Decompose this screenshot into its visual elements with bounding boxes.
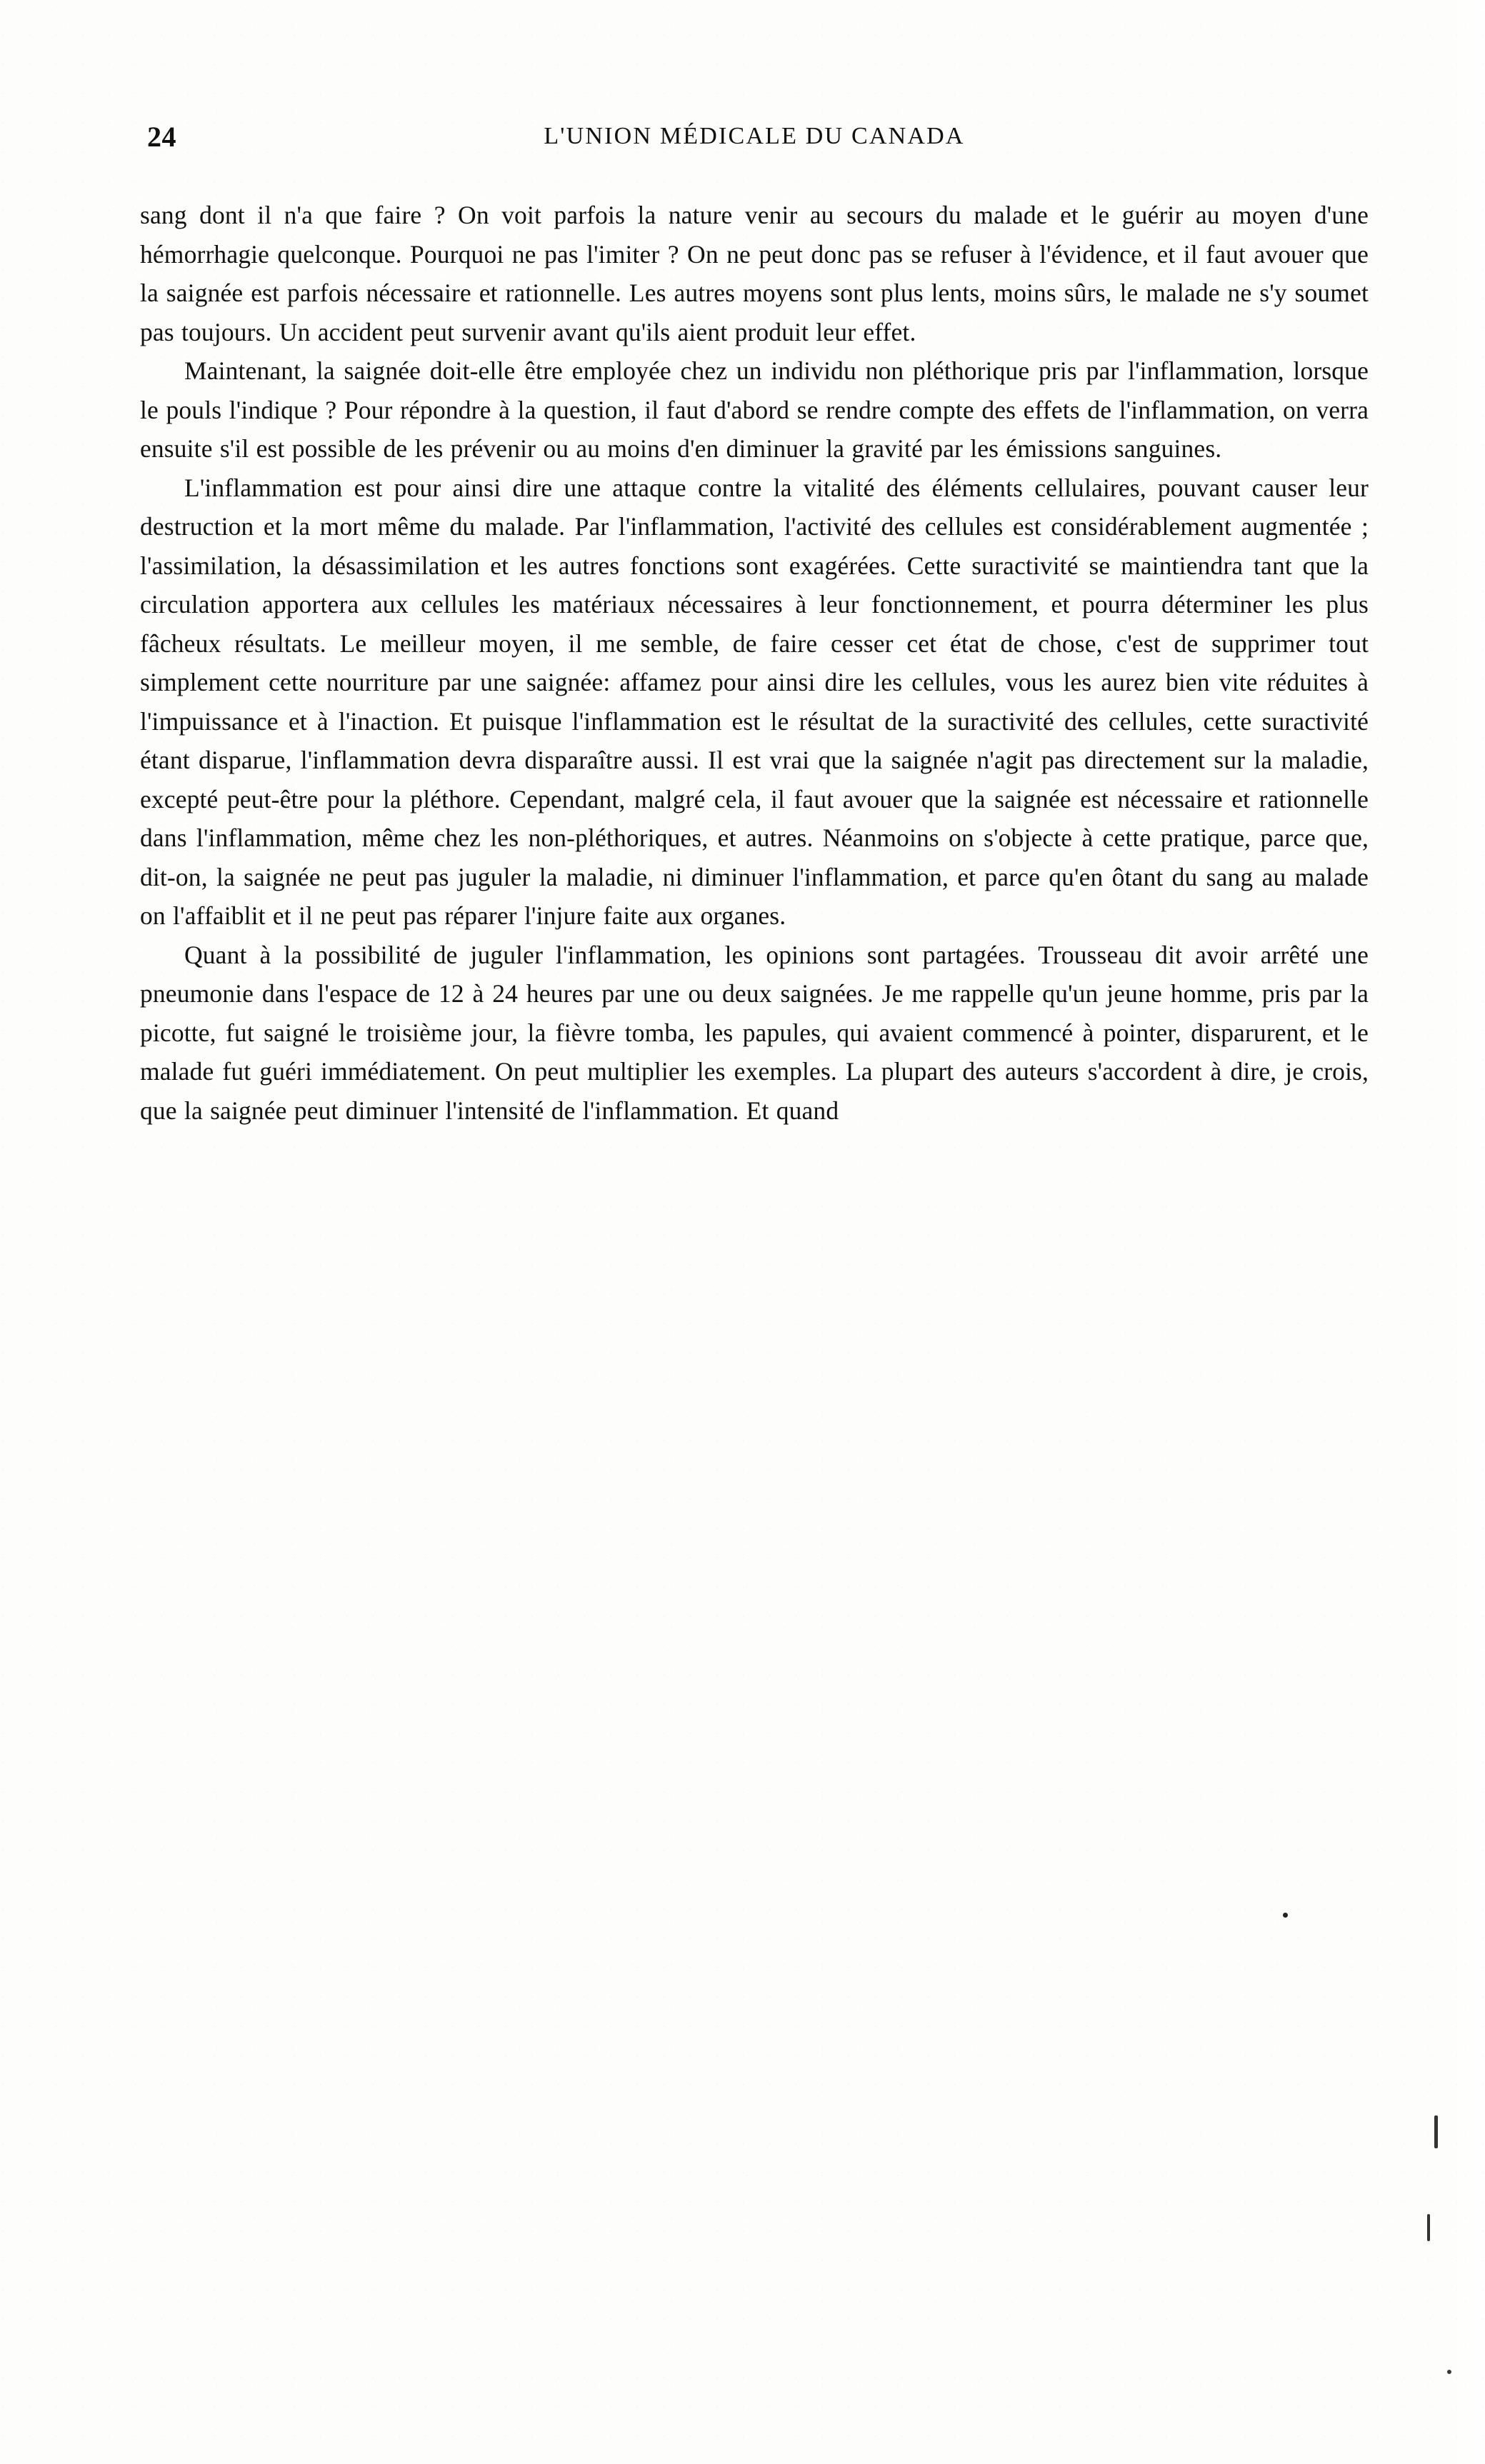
ink-speck bbox=[1283, 1913, 1288, 1918]
page-content bbox=[140, 107, 1369, 1130]
page-edge-artifact bbox=[1434, 2115, 1438, 2148]
page-number: 24 bbox=[147, 121, 176, 153]
paragraph-1: sang dont il n'a que faire ? On voit parfois la nature venir au secours du malade et le guérir au moyen d'une hémorrhagie quelconque. Pourquoi ne pas l'imiter ? On ne peut donc pas se refuser à l'évidence, et il faut avouer que la saignée est parfois nécessaire et rationnelle. Les autres moyens sont plus lents, moins sûrs, le malade ne s'y soumet pas toujours. Un accident peut survenir avant qu'ils aient produit leur effet. bbox=[140, 201, 1369, 346]
page-header bbox=[140, 107, 1369, 171]
running-title: L'UNION MÉDICALE DU CANADA bbox=[544, 123, 965, 149]
body-text bbox=[140, 196, 1369, 1130]
paragraph-4: Quant à la possibilité de juguler l'inflammation, les opinions sont partagées. Trousseau dit avoir arrêté une pneumonie dans l'espace de 12 à 24 heures par une ou deux saignées. Je me rappelle qu'un jeune homme, pris par la picotte, fut saigné le troisième jour, la fièvre tomba, les papules, qui avaient commencé à pointer, disparurent, et le malade fut guéri immédiatement. On peut multiplier les exemples. La plupart des auteurs s'accordent à dire, je crois, que la saignée peut diminuer l'intensité de l'inflammation. Et quand bbox=[140, 940, 1369, 1125]
paragraph-2: Maintenant, la saignée doit-elle être employée chez un individu non pléthorique pris par l'inflammation, lorsque le pouls l'indique ? Pour répondre à la question, il faut d'abord se rendre compte des effets de l'inflammation, on verra ensuite s'il est possible de les prévenir ou au moins d'en diminuer la gravité par les émissions sanguines. bbox=[140, 356, 1369, 463]
ink-speck bbox=[1447, 2370, 1451, 2374]
scan-edge-shadow bbox=[1444, 0, 1485, 2464]
page-edge-artifact bbox=[1427, 2214, 1430, 2241]
paragraph-3: L'inflammation est pour ainsi dire une attaque contre la vitalité des éléments cellulaires, pouvant causer leur destruction et la mort même du malade. Par l'inflammation, l'activité des cellules est considérablement augmentée ; l'assimilation, la désassimilation et les autres fonctions sont exagérées. Cette suractivité se maintiendra tant que la circulation apportera aux cellules les matériaux nécessaires à leur fonctionnement, et pourra déterminer les plus fâcheux résultats. Le meilleur moyen, il me semble, de faire cesser cet état de chose, c'est de supprimer tout simplement cette nourriture par une saignée: affamez pour ainsi dire les cellules, vous les aurez bien vite réduites à l'impuissance et à l'inaction. Et puisque l'inflammation est le résultat de la suractivité des cellules, cette suractivité étant disparue, l'inflammation devra disparaître aussi. Il est vrai que la saignée n'agit pas directement sur la maladie, excepté peut-être pour la pléthore. Cependant, malgré cela, il faut avouer que la saignée est nécessaire et rationnelle dans l'inflammation, même chez les non-pléthoriques, et autres. Néanmoins on s'objecte à cette pratique, parce que, dit-on, la saignée ne peut pas juguler la maladie, ni diminuer l'inflammation, et parce qu'en ôtant du sang au malade on l'affaiblit et il ne peut pas réparer l'injure faite aux organes. bbox=[140, 473, 1369, 930]
